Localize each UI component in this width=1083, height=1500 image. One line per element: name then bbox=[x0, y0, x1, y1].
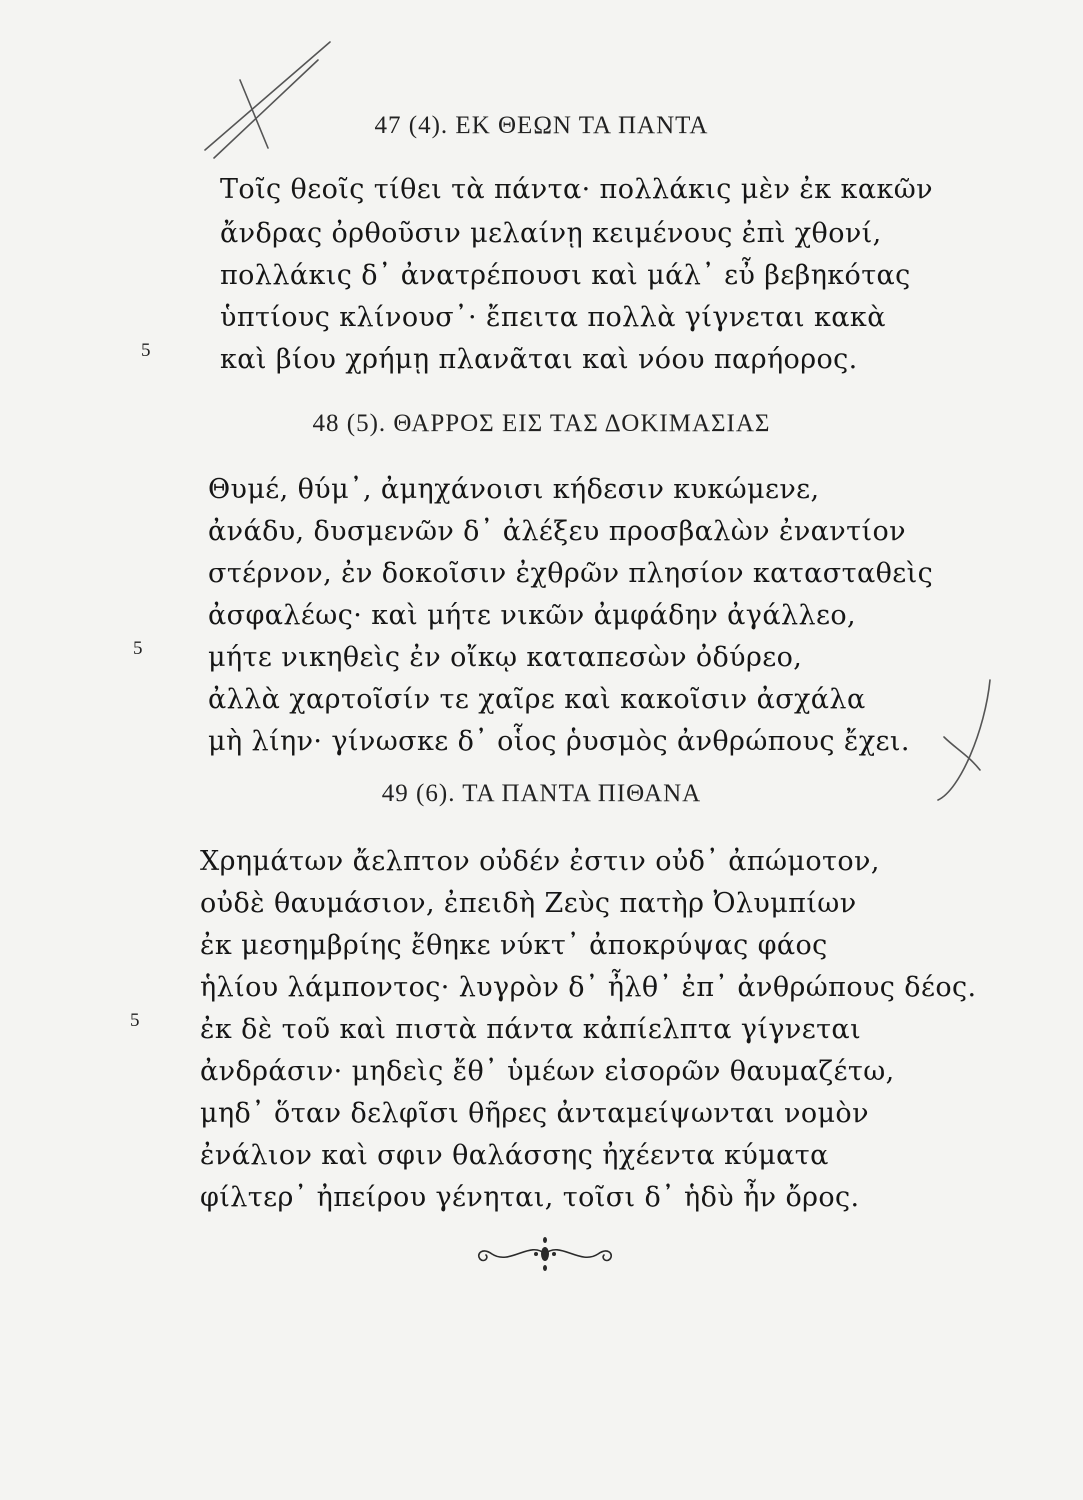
verse-line: ἀσφαλέως· καὶ μήτε νικῶν ἀμφάδην ἀγάλλεο, bbox=[208, 600, 856, 631]
fleuron-ornament-icon bbox=[470, 1232, 620, 1276]
verse-line: φίλτερ᾽ ἠπείρου γένηται, τοῖσι δ᾽ ἡδὺ ἦν ὄρος. bbox=[200, 1182, 860, 1213]
verse-line: ἐκ μεσημβρίης ἔθηκε νύκτ᾽ ἀποκρύψας φάος bbox=[200, 930, 828, 961]
verse-line: πολλάκις δ᾽ ἀνατρέπουσι καὶ μάλ᾽ εὖ βεβηκότας bbox=[220, 260, 911, 291]
pencil-cross-top bbox=[205, 42, 330, 158]
poem-title-47: 47 (4). ΕΚ ΘΕΩΝ ΤΑ ΠΑΝΤΑ bbox=[374, 112, 709, 139]
line-number: 5 bbox=[141, 340, 151, 361]
verse-line: μηδ᾽ ὅταν δελφῖσι θῆρες ἀνταμείψωνται νομὸν bbox=[200, 1098, 869, 1129]
verse-line: Θυμέ, θύμ᾽, ἀμηχάνοισι κήδεσιν κυκώμενε, bbox=[208, 474, 820, 505]
line-number: 5 bbox=[133, 638, 143, 659]
verse-line: ἀνδράσιν· μηδεὶς ἔθ᾽ ὑμέων εἰσορῶν θαυμαζέτω, bbox=[200, 1056, 895, 1087]
verse-line: στέρνον, ἐν δοκοῖσιν ἐχθρῶν πλησίον κατασταθεὶς bbox=[208, 558, 934, 589]
verse-line: ἐνάλιον καὶ σφιν θαλάσσης ἠχέεντα κύματα bbox=[200, 1140, 829, 1171]
verse-line: ἀνάδυ, δυσμενῶν δ᾽ ἀλέξευ προσβαλὼν ἐναντίον bbox=[208, 516, 906, 547]
line-number: 5 bbox=[130, 1010, 140, 1031]
verse-line: Χρημάτων ἄελπτον οὐδέν ἐστιν οὐδ᾽ ἀπώμοτον, bbox=[200, 846, 880, 877]
verse-line: καὶ βίου χρήμῃ πλανᾶται καὶ νόου παρήορος. bbox=[220, 344, 858, 375]
verse-line: μήτε νικηθεὶς ἐν οἴκῳ καταπεσὼν ὀδύρεο, bbox=[208, 642, 803, 673]
verse-line: ἄνδρας ὀρθοῦσιν μελαίνῃ κειμένους ἐπὶ χθονί, bbox=[220, 218, 882, 249]
poem-title-49: 49 (6). ΤΑ ΠΑΝΤΑ ΠΙΘΑΝΑ bbox=[381, 780, 702, 807]
verse-line: ἡλίου λάμποντος· λυγρὸν δ᾽ ἦλθ᾽ ἐπ᾽ ἀνθρώπους δέος. bbox=[200, 972, 977, 1003]
verse-line: ἐκ δὲ τοῦ καὶ πιστὰ πάντα κἀπίελπτα γίγνεται bbox=[200, 1014, 862, 1045]
verse-line: Τοῖς θεοῖς τίθει τὰ πάντα· πολλάκις μὲν ἐκ κακῶν bbox=[220, 174, 933, 205]
verse-line: ἀλλὰ χαρτοῖσίν τε χαῖρε καὶ κακοῖσιν ἀσχάλα bbox=[208, 684, 866, 715]
verse-line: ὑπτίους κλίνουσ᾽· ἔπειτα πολλὰ γίγνεται κακὰ bbox=[220, 302, 886, 333]
verse-line: μὴ λίην· γίνωσκε δ᾽ οἷος ῥυσμὸς ἀνθρώπους ἔχει. bbox=[208, 726, 910, 757]
poem-title-48: 48 (5). ΘΑΡΡΟΣ ΕΙΣ ΤΑΣ ΔΟΚΙΜΑΣΙΑΣ bbox=[312, 410, 771, 437]
verse-line: οὐδὲ θαυμάσιον, ἐπειδὴ Ζεὺς πατὴρ Ὀλυμπίων bbox=[200, 888, 857, 919]
